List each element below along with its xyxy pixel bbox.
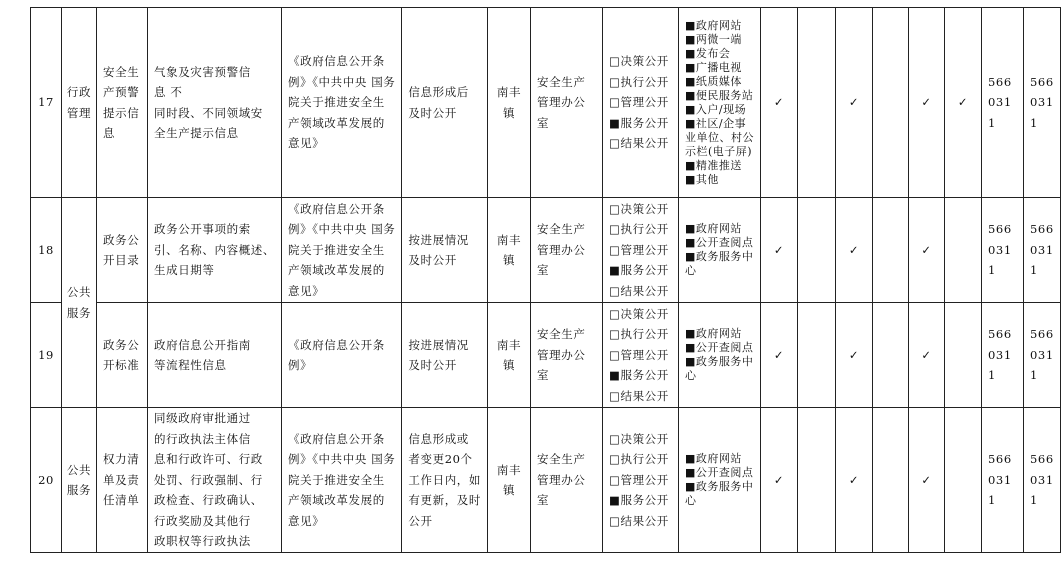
channels-cell [679,408,761,553]
code-line: 1 [1030,263,1038,278]
subject-cell [488,8,531,198]
category-cell [62,198,97,408]
disclosure-option: □结果公开 [609,388,669,403]
subject-cell [488,303,531,408]
disclosure-option: □执行公开 [609,222,669,237]
content-line: 引、名称、内容概述、 [154,242,275,257]
code-line: 566 [1030,452,1054,467]
channel-item: ■政务服务中 [685,250,754,263]
disclosure-type-cell [603,408,679,553]
disclosure-option: □决策公开 [609,54,669,69]
basis-line: 《政府信息公开条 [288,54,385,69]
content-cell [148,198,282,303]
disclosure-option: ■服务公开 [609,263,669,278]
disclosure-option: □管理公开 [609,95,669,110]
basis-line: 意见》 [288,283,325,298]
basis-line: 意见》 [288,136,325,151]
department-line: 管理办公 [537,472,586,487]
basis-line: 《政府信息公开条 [288,431,385,446]
time-line: 及时公开 [408,358,457,372]
check-cell [761,303,798,408]
channel-item: ■公开查阅点 [685,341,754,354]
disclosure-option: □决策公开 [609,201,669,216]
basis-line: 院关于推进安全生 [288,472,385,487]
time-line: 及时公开 [408,253,457,267]
department-line: 安全生产 [537,222,586,237]
disclosure-option: □执行公开 [609,452,669,467]
content-line: 同时段、不同领域安 [154,105,263,120]
department-line: 室 [537,263,550,278]
time-line: 按进展情况 [408,232,469,247]
item-line: 单及责 [103,472,140,487]
channel-item: ■公开查阅点 [685,466,754,479]
disclosure-option: □结果公开 [609,513,669,528]
checkmark-icon: ✓ [848,95,860,110]
disclosure-option: □执行公开 [609,74,669,89]
department-line: 安全生产 [537,452,586,467]
channel-item: 示栏(电子屏) [685,144,753,158]
check-cell [945,8,982,198]
basis-line: 产领域改革发展的 [288,115,385,130]
time-line: 工作日内，如 [408,472,482,487]
department-line: 室 [537,115,550,130]
department-line: 室 [537,493,550,508]
basis-cell [282,8,402,198]
checkmark-icon: ✓ [773,242,785,257]
code-cell [982,8,1024,198]
checkmark-icon: ✓ [773,95,785,110]
checkmark-icon: ✓ [773,472,785,487]
channel-item: ■政府网站 [685,452,742,465]
basis-line: 例》 [288,358,313,372]
disclosure-option: □结果公开 [609,283,669,298]
channel-item: ■政府网站 [685,18,742,32]
time-cell [402,8,488,198]
check-cell [761,8,798,198]
basis-line: 院关于推进安全生 [288,242,385,257]
channel-item: 心 [685,369,697,382]
time-line: 信息形成后 [408,85,469,99]
code-line: 566 [988,452,1012,467]
code-line: 1 [988,115,996,130]
code-line: 031 [988,242,1012,257]
code-line: 031 [1030,472,1054,487]
content-line: 息和行政许可、行政 [154,452,263,467]
subject-line: 南丰 [496,85,522,99]
channel-item: ■广播电视 [685,60,742,74]
code-line: 1 [988,368,996,383]
basis-line: 例》《中共中央 国务 [288,222,396,237]
check-cell [945,303,982,408]
time-cell [402,408,488,553]
code-cell [1024,8,1061,198]
content-line: 行政奖励及其他行 [154,513,251,528]
basis-line: 例》《中共中央 国务 [288,452,396,467]
channel-item: ■政府网站 [685,327,742,340]
item-cell [97,198,148,303]
code-line: 566 [1030,327,1054,342]
code-line: 566 [1030,222,1054,237]
checkmark-icon: ✓ [848,347,860,362]
basis-line: 院关于推进安全生 [288,95,385,110]
category-line: 服务 [66,305,92,320]
category-line: 公共 [66,285,92,299]
check-cell [798,198,836,303]
category-line: 服务 [66,483,92,497]
check-cell [798,8,836,198]
basis-cell [282,198,402,303]
checkmark-icon: ✓ [848,242,860,257]
item-line: 权力清 [103,452,140,467]
channels-cell [679,303,761,408]
check-cell [873,303,909,408]
time-cell [402,198,488,303]
content-cell [148,408,282,553]
channel-item: ■政务服务中 [685,355,754,368]
code-line: 1 [1030,115,1038,130]
department-line: 管理办公 [537,242,586,257]
checkmark-icon: ✓ [848,472,860,487]
content-line: 等流程性信息 [154,358,227,372]
disclosure-type-cell [603,8,679,198]
subject-cell [488,198,531,303]
basis-line: 意见》 [288,513,325,528]
check-cell [873,408,909,553]
code-line: 566 [1030,74,1054,89]
check-cell [836,303,873,408]
code-line: 1 [1030,368,1038,383]
check-cell [798,408,836,553]
code-cell [1024,303,1061,408]
row-number-cell: 19 [31,303,62,408]
code-line: 1 [988,263,996,278]
time-line: 公开 [408,513,433,528]
item-line: 提示信 [103,105,140,120]
subject-line: 镇 [502,358,516,372]
department-line: 管理办公 [537,347,586,362]
category-line: 行政 [66,85,92,99]
disclosure-option: □执行公开 [609,327,669,342]
subject-line: 镇 [502,105,516,120]
department-cell [531,8,603,198]
category-cell [62,8,97,198]
content-cell [148,303,282,408]
item-line: 安全生 [103,64,140,79]
category-cell [62,408,97,553]
disclosure-option: □管理公开 [609,472,669,487]
channel-item: ■精准推送 [685,158,742,172]
channel-item: ■入户/现场 [685,102,747,116]
content-line: 全生产提示信息 [154,126,239,140]
content-line: 的行政执法主体信 [154,431,251,446]
disclosure-type-cell [603,303,679,408]
row-number-cell: 20 [31,408,62,553]
check-cell [909,198,945,303]
item-line: 开目录 [103,253,140,267]
code-line: 031 [1030,242,1054,257]
subject-cell [488,408,531,553]
content-line: 生成日期等 [154,263,215,278]
checkmark-icon: ✓ [921,95,932,110]
department-cell [531,408,603,553]
code-cell [1024,408,1061,553]
check-cell [798,303,836,408]
basis-line: 例》《中共中央 国务 [288,74,396,89]
subject-line: 镇 [502,483,516,497]
check-cell [873,198,909,303]
item-cell [97,8,148,198]
content-line: 政务公开事项的索 [154,222,251,237]
content-line: 处罚、行政强制、行 [154,472,263,487]
channels-cell [679,8,761,198]
department-line: 室 [537,368,550,383]
check-cell [836,8,873,198]
time-cell [402,303,488,408]
disclosure-table [30,7,1061,553]
content-line: 政检查、行政确认、 [154,493,263,508]
table-row [31,303,1061,408]
basis-line: 产领域改革发展的 [288,263,385,278]
check-cell [945,408,982,553]
content-line: 政职权等行政执法 [154,534,251,549]
checkmark-icon: ✓ [957,95,969,110]
checkmark-icon: ✓ [773,347,785,362]
code-cell [982,303,1024,408]
disclosure-type-cell [603,198,679,303]
check-cell [873,8,909,198]
basis-line: 《政府信息公开条 [288,201,385,216]
check-cell [909,408,945,553]
channels-cell [679,198,761,303]
table-row [31,8,1061,198]
check-cell [909,8,945,198]
category-line: 管理 [66,105,92,120]
channel-item: ■便民服务站 [685,88,754,102]
content-line: 气象及灾害预警信 [154,64,251,79]
basis-line: 产领域改革发展的 [288,493,385,508]
code-line: 031 [988,347,1012,362]
disclosure-option: □决策公开 [609,431,669,446]
item-cell [97,408,148,553]
disclosure-option: □结果公开 [609,136,669,151]
channel-item: ■政府网站 [685,222,742,235]
subject-line: 南丰 [496,232,522,247]
subject-line: 南丰 [496,462,522,477]
disclosure-option: □决策公开 [609,306,669,321]
channel-item: ■社区/企事 [685,116,747,130]
time-line: 信息形成或 [408,431,469,446]
category-line: 公共 [66,462,92,477]
basis-cell [282,303,402,408]
department-line: 安全生产 [537,327,586,342]
basis-line: 《政府信息公开条 [288,337,385,352]
disclosure-option: □管理公开 [609,347,669,362]
row-number-cell: 18 [31,198,62,303]
channel-item: ■政务服务中 [685,480,754,493]
item-line: 开标准 [103,358,140,372]
code-cell [982,198,1024,303]
department-line: 管理办公 [537,95,586,110]
check-cell [945,198,982,303]
code-cell [1024,198,1061,303]
code-line: 031 [988,95,1012,110]
channel-item: ■发布会 [685,46,731,60]
disclosure-option: ■服务公开 [609,368,669,383]
table-row [31,408,1061,553]
item-line: 产预警 [103,85,140,99]
channel-item: ■纸质媒体 [685,74,742,88]
code-line: 031 [1030,347,1054,362]
channel-item: 心 [685,264,697,277]
item-line: 政务公 [103,337,140,352]
code-line: 031 [988,472,1012,487]
time-line: 者变更20个 [408,452,473,467]
basis-cell [282,408,402,553]
department-cell [531,198,603,303]
code-line: 566 [988,327,1012,342]
content-line: 同级政府审批通过 [154,411,251,426]
check-cell [761,198,798,303]
disclosure-option: ■服务公开 [609,115,669,130]
code-line: 566 [988,74,1012,89]
channel-item: ■公开查阅点 [685,236,754,249]
subject-line: 镇 [502,253,516,267]
table-row [31,198,1061,303]
channel-item: 业单位、村公 [685,130,755,144]
check-cell [909,303,945,408]
checkmark-icon: ✓ [921,472,932,487]
department-cell [531,303,603,408]
content-line: 政府信息公开指南 [154,337,251,352]
disclosure-option: □管理公开 [609,242,669,257]
code-line: 1 [1030,493,1038,508]
department-line: 安全生产 [537,74,586,89]
code-line: 566 [988,222,1012,237]
item-line: 息 [103,126,116,140]
check-cell [761,408,798,553]
code-line: 031 [1030,95,1054,110]
channel-item: 心 [685,494,697,507]
row-number-cell: 17 [31,8,62,198]
checkmark-icon: ✓ [921,347,932,362]
code-cell [982,408,1024,553]
item-cell [97,303,148,408]
checkmark-icon: ✓ [921,242,932,257]
code-line: 1 [988,493,996,508]
check-cell [836,408,873,553]
time-line: 及时公开 [408,105,457,120]
item-line: 任清单 [103,493,140,508]
content-cell [148,8,282,198]
disclosure-option: ■服务公开 [609,493,669,508]
channel-item: ■其他 [685,172,719,186]
content-line: 息 不 [154,85,183,99]
channel-item: ■两微一端 [685,32,742,46]
subject-line: 南丰 [496,337,522,352]
item-line: 政务公 [103,232,140,247]
time-line: 有更新，及时 [408,493,482,508]
time-line: 按进展情况 [408,337,469,352]
check-cell [836,198,873,303]
